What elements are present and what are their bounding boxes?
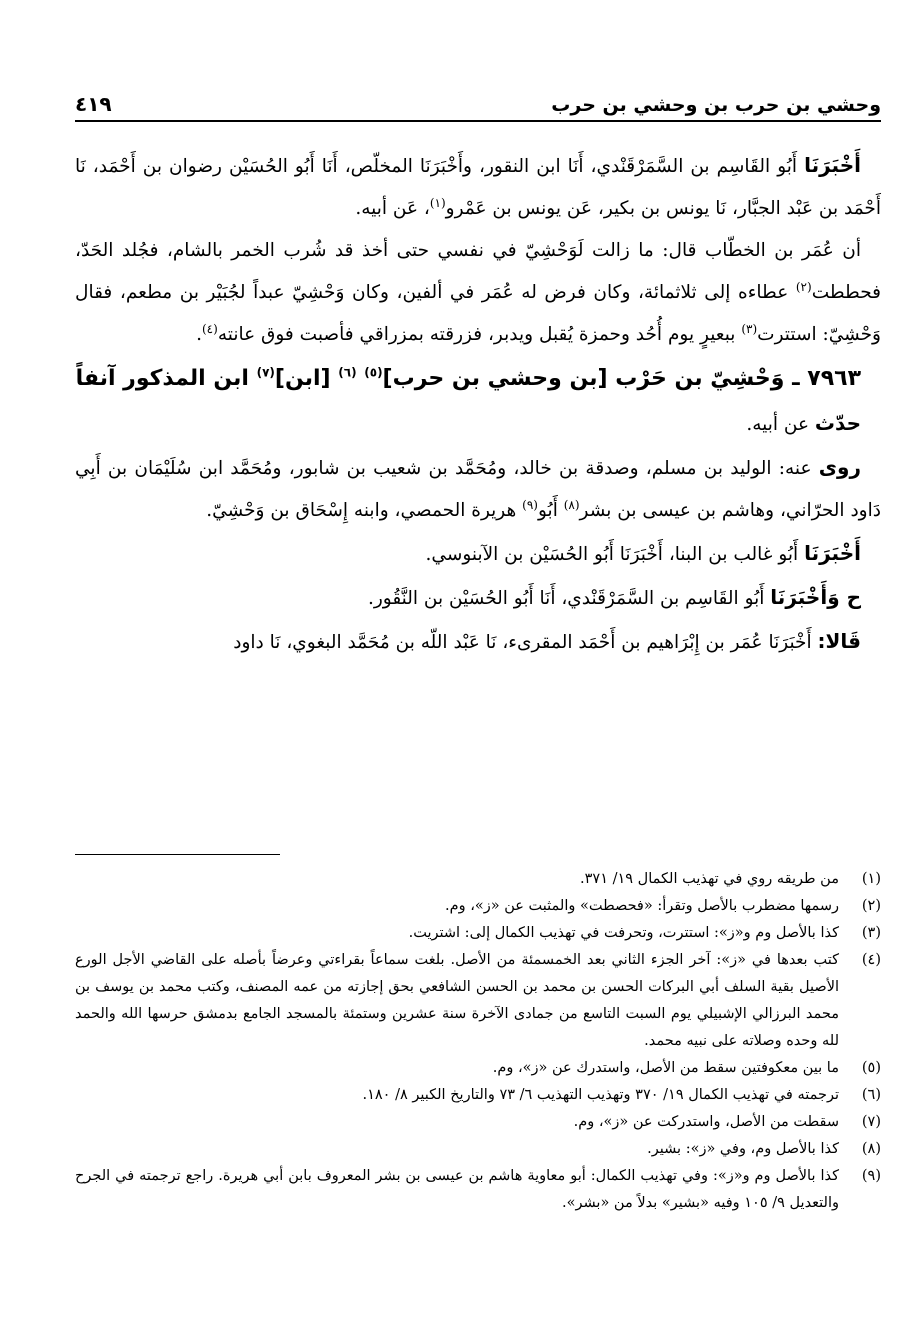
footnote-text: سقطت من الأصل، واستدركت عن «ز»، وم. (573, 1114, 839, 1130)
footnote-number: (٩) (861, 1168, 881, 1184)
footnote-number: (٣) (861, 925, 881, 941)
paragraph-isnad-4 (75, 620, 881, 664)
footnote-number: (٤) (861, 952, 881, 968)
footnote-text: رسمها مضطرب بالأصل وتقرأ: «فحصطت» والمثبت عن «ز»، وم. (445, 898, 839, 914)
footnote-ref-7[interactable]: (٧) (256, 365, 275, 380)
paragraph-report (75, 230, 881, 356)
footnote-2 (75, 893, 881, 920)
keyword-ha-wa-akhbarana: ح وَأَخْبَرَنَا (770, 585, 861, 609)
footnote-text: كذا بالأصل وم، وفي «ز»: بشير. (647, 1141, 839, 1157)
entry-text: ابن المذكور آنفاً (75, 366, 257, 391)
text-segment: عنه: الوليد بن مسلم، وصدقة بن خالد، ومُحَمَّد بن شعيب بن شابور، ومُحَمَّد ابن سُلَيْمَان بن أَبِي دَاود الحرّاني، وهاشم بن عيسى بن بشر (75, 458, 881, 521)
footnote-text: كتب بعدها في «ز»: آخر الجزء الثاني بعد الخمسمئة من الأصل. بلغت سماعاً بقراءتي وعرضاً بأصله على القاضي الأجل الورع الأصيل بقية السلف أبي البركات الحسن بن محمد بن الحسن الشافعي بحق إجازته من عمه المصنف، وكتب محمد بن يوسف بن محمد البرزالي الإشبيلي يوم السبت التاسع من جمادى الآخرة سنة عشرين وستمئة بالمسجد الجامع بدمشق حرسها الله والحمد لله وحده وصلاته على نبيه محمد. (75, 952, 839, 1049)
footnote-text: ترجمته في تهذيب الكمال ١٩/ ٣٧٠ وتهذيب التهذيب ٦/ ٧٣ والتاريخ الكبير ٨/ ١٨٠. (362, 1087, 839, 1103)
footnote-1 (75, 866, 881, 893)
keyword-akhbarana: أَخْبَرَنَا (804, 541, 861, 565)
footnote-number: (٧) (861, 1114, 881, 1130)
footnote-separator (75, 854, 280, 855)
page-header (75, 86, 881, 116)
text-segment: أَبُو القَاسِم بن السَّمَرْقَنْدي، أَنَا أَبُو الحُسَيْن بن النَّقُور. (367, 588, 771, 609)
text-segment: . (196, 324, 202, 345)
footnote-4 (75, 947, 881, 1055)
text-segment: أَبُو (537, 500, 564, 521)
running-title: وحشي بن حرب بن وحشي بن حرب (551, 94, 881, 116)
header-rule (75, 120, 881, 122)
footnote-3 (75, 920, 881, 947)
footnote-ref-1[interactable]: (١) (429, 195, 446, 210)
keyword-rawa: روى (818, 455, 861, 479)
keyword-haddath: حدّث (814, 411, 861, 435)
footnote-text: ما بين معكوفتين سقط من الأصل، واستدرك عن «ز»، وم. (492, 1060, 839, 1076)
footnote-text: كذا بالأصل وم و«ز»: وفي تهذيب الكمال: أبو معاوية هاشم بن عيسى بن بشر المعروف بابن أبي هريرة. راجع ترجمته في الجرح والتعديل ٩/ ١٠٥ وفيه «بشير» بدلاً من «بشر». (75, 1168, 839, 1211)
footnote-number: (٨) (861, 1141, 881, 1157)
footnote-ref-6[interactable]: (٦) (338, 365, 357, 380)
text-segment: عطاءه إلى ثلاثمائة، وكان فرض له عُمَر في ألفين، وكان وَحْشِيّ عبداً لجُبَيْر بن مطعم، فقال وَحْشِيّ: استترت (75, 282, 881, 345)
text-segment: أن عُمَر بن الخطّاب قال: ما زالت لَوَحْشِيّ في نفسي حتى أخذ قد شُرب الخمر بالشام، فجُلد الحَدّ، فحططت (75, 240, 881, 303)
footnote-ref-2[interactable]: (٢) (795, 279, 812, 294)
footnote-9 (75, 1163, 881, 1217)
footnote-text: كذا بالأصل وم و«ز»: استترت، وتحرفت في تهذيب الكمال إلى: اشتريت. (408, 925, 839, 941)
footnote-number: (١) (861, 871, 881, 887)
footnote-ref-5[interactable]: (٥) (364, 365, 383, 380)
text-segment: أَبُو القَاسِم بن السَّمَرْقَنْدي، أَنَا ابن النقور، وأَخْبَرَنَا المخلّص، أَنَا أَبُو الحُسَيْن رضوان بن أَحْمَد، نَا أَحْمَد بن عَبْد الجبَّار، نَا يونس بن بكير، عَن يونس بن عَمْرو (75, 156, 881, 219)
keyword-akhbarana: أَخْبَرَنَا (804, 153, 861, 177)
text-segment: أَبُو غالب بن البنا، أَخْبَرَنَا أَبُو الحُسَيْن بن الآبنوسي. (425, 544, 805, 565)
paragraph-haddath (75, 402, 881, 446)
keyword-qala: قَالا: (817, 629, 861, 653)
footnote-ref-8[interactable]: (٨) (563, 497, 580, 512)
footnote-6 (75, 1082, 881, 1109)
footnote-number: (٥) (861, 1060, 881, 1076)
footnote-text: من طريقه روي في تهذيب الكمال ١٩/ ٣٧١. (580, 871, 839, 887)
paragraph-riwaya (75, 446, 881, 532)
footnote-5 (75, 1055, 881, 1082)
text-segment: عن أبيه. (746, 414, 815, 435)
footnote-ref-4[interactable]: (٤) (201, 321, 218, 336)
main-text (75, 144, 881, 664)
footnote-8 (75, 1136, 881, 1163)
page-number: ٤١٩ (75, 92, 112, 116)
footnote-7 (75, 1109, 881, 1136)
entry-text: ٧٩٦٣ ـ وَحْشِيّ بن حَرْب [بن وحشي بن حرب] (382, 366, 861, 391)
footnote-number: (٦) (861, 1087, 881, 1103)
paragraph-isnad-2 (75, 532, 881, 576)
text-segment: أَخْبَرَنَا عُمَر بن إِبْرَاهيم بن أَحْمَد المقرىء، نَا عَبْد اللّه بن مُحَمَّد البغوي، نَا داود (233, 632, 818, 653)
text-segment: هريرة الحمصي، وابنه إِسْحَاق بن وَحْشِيّ. (206, 500, 523, 521)
entry-text: [ابن] (274, 366, 339, 391)
footnote-number: (٢) (861, 898, 881, 914)
footnote-ref-9[interactable]: (٩) (522, 497, 538, 512)
paragraph-isnad-3 (75, 576, 881, 620)
text-segment: ، عَن أبيه. (355, 198, 430, 219)
entry-heading (75, 356, 881, 402)
footnotes (75, 866, 881, 1217)
paragraph-isnad-1 (75, 144, 881, 230)
footnote-ref-3[interactable]: (٣) (741, 321, 758, 336)
text-segment: ببعيرٍ يوم أُحُد وحمزة يُقبل ويدبر، فزرقته بمزراقي فأصبت فوق عانته (217, 324, 742, 345)
book-page (75, 86, 881, 1211)
